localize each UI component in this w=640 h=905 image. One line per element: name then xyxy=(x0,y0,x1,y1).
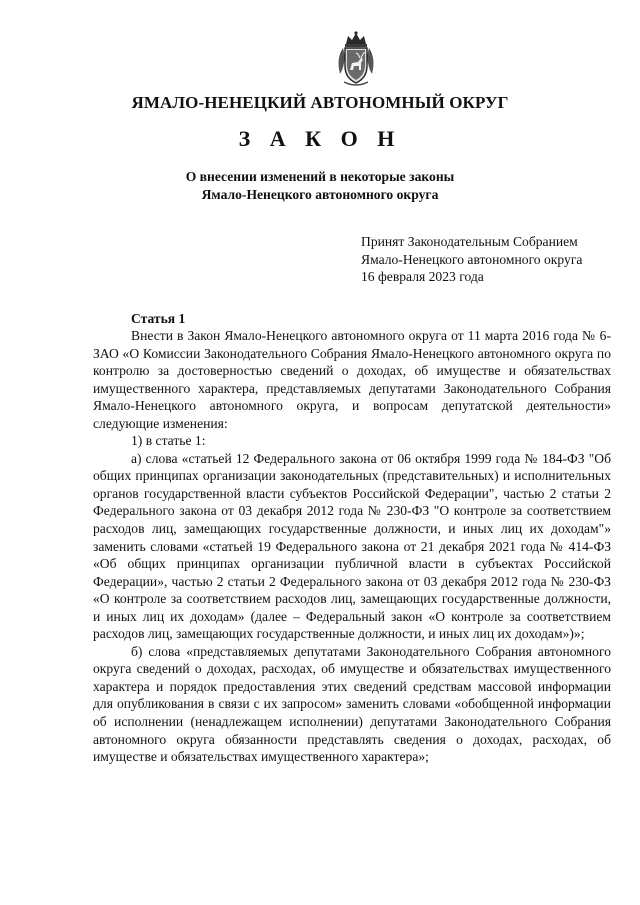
article-paragraph: 1) в статье 1: xyxy=(131,433,206,449)
article-body xyxy=(93,327,611,766)
region-name: ЯМАЛО-НЕНЕЦКИЙ АВТОНОМНЫЙ ОКРУГ xyxy=(131,93,509,112)
document-type-title: З А К О Н xyxy=(238,126,402,151)
adoption-note xyxy=(361,233,631,286)
adoption-line: Принят Законодательным Собранием xyxy=(361,234,578,249)
law-subject-line: О внесении изменений в некоторые законы xyxy=(185,169,455,184)
law-subject xyxy=(0,168,640,204)
adoption-line: Ямало-Ненецкого автономного округа xyxy=(361,251,583,267)
article-paragraph: а) слова «статьей 12 Федерального закона от 06 октября 1999 года № 184-ФЗ "Об общих принципах организации законодательных (представительных) и исполнительных органов государственной власти субъектов Российской Федерации", частью 2 статьи 2 Федерального закона от 03 декабря 2012 года № 230-ФЗ "О контроле за соответствием расходов лиц, замещающих государственные должности, и иных лиц их доходам"» заменить словами «статьей 19 Федерального закона от 21 декабря 2021 года № 414-ФЗ «Об общих принципах организации публичной власти в субъектах Российской Федерации», частью 2 статьи 2 Федерального закона от 03 декабря 2012 года № 230-ФЗ «О контроле за соответствием расходов лиц, замещающих государственные должности, и иных лиц их доходам» (далее – Федеральный закон «О контроле за соответствием расходов лиц, замещающих государственные должности, и иных лиц их доходам»)»; xyxy=(93,450,611,642)
article-paragraph: Внести в Закон Ямало-Ненецкого автономного округа от 11 марта 2016 года № 6-ЗАО «О Комиссии Законодательного Собрания Ямало-Ненецкого автономного округа по контролю за достоверностью сведений о доходах, об имуществе и обязательствах имущественного характера, представляемых депутатами Законодательного Собрания Ямало-Ненецкого автономного округа, и вопросам депутатской деятельности» следующие изменения: xyxy=(93,328,611,431)
adoption-date: 16 февраля 2023 года xyxy=(361,269,484,284)
coat-of-arms-icon xyxy=(334,30,378,88)
article-paragraph: б) слова «представляемых депутатами Законодательного Собрания автономного округа сведений о доходах, расходах, об имуществе и обязательствах имущественного характера и порядок предоставления этих сведений средствам массовой информации для опубликования в связи с их запросом» заменить словами «обобщенной информации об исполнении (ненадлежащем исполнении) депутатами Законодательного Собрания автономного округа обязанности представлять сведения о доходах, расходах, об имуществе и обязательствах имущественного характера»; xyxy=(93,643,611,765)
article-title: Статья 1 xyxy=(131,311,186,326)
law-subject-line: Ямало-Ненецкого автономного округа xyxy=(201,187,439,202)
